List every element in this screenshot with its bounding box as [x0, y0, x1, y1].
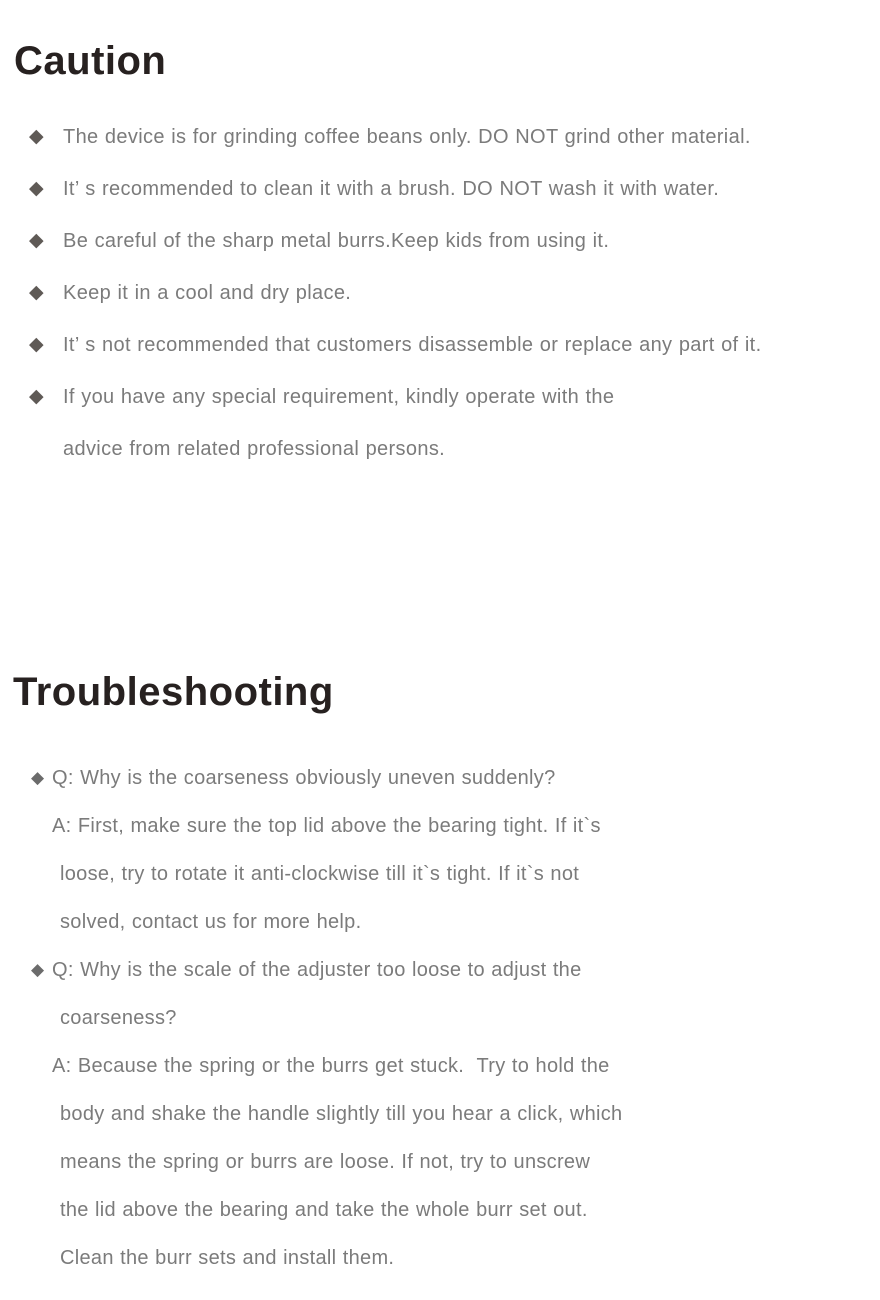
diamond-bullet-icon: ◆	[29, 334, 44, 355]
qa-continuation-line	[0, 850, 880, 898]
qa-line-text: body and shake the handle slightly till you hear a click, which	[60, 1103, 623, 1125]
qa-continuation-line	[0, 1186, 880, 1234]
qa-line-text: A: Because the spring or the burrs get stuck. Try to hold the	[52, 1055, 610, 1077]
qa-continuation-line	[0, 994, 880, 1042]
caution-item	[0, 215, 880, 267]
qa-line-text: coarseness?	[60, 1007, 177, 1029]
qa-line-text: the lid above the bearing and take the whole burr set out.	[60, 1199, 588, 1221]
troubleshooting-list	[0, 754, 880, 1282]
qa-line-text: A: First, make sure the top lid above the bearing tight. If it`s	[52, 815, 601, 837]
caution-item	[0, 371, 880, 423]
qa-answer-line	[0, 802, 880, 850]
diamond-bullet-icon: ◆	[29, 178, 44, 199]
caution-continuation-line	[0, 423, 880, 475]
caution-item-text: Be careful of the sharp metal burrs.Keep kids from using it.	[63, 230, 610, 252]
diamond-bullet-icon: ◆	[29, 386, 44, 407]
qa-line-text: Q: Why is the coarseness obviously uneven suddenly?	[52, 767, 556, 789]
qa-question-line	[0, 754, 880, 802]
qa-line-text: means the spring or burrs are loose. If not, try to unscrew	[60, 1151, 591, 1173]
qa-line-text: Clean the burr sets and install them.	[60, 1247, 395, 1269]
qa-line-text: loose, try to rotate it anti-clockwise till it`s tight. If it`s not	[60, 863, 580, 885]
caution-item-text: It’ s not recommended that customers disassemble or replace any part of it.	[63, 334, 762, 356]
qa-answer-line	[0, 1042, 880, 1090]
diamond-bullet-icon: ◆	[31, 768, 45, 787]
caution-item-text: Keep it in a cool and dry place.	[63, 282, 352, 304]
qa-continuation-line	[0, 1234, 880, 1282]
caution-item	[0, 319, 880, 371]
diamond-bullet-icon: ◆	[29, 126, 44, 147]
qa-continuation-line	[0, 1138, 880, 1186]
diamond-bullet-icon: ◆	[29, 282, 44, 303]
caution-item	[0, 163, 880, 215]
qa-line-text: solved, contact us for more help.	[60, 911, 362, 933]
caution-item-text: advice from related professional persons.	[63, 438, 446, 460]
caution-item	[0, 267, 880, 319]
caution-item-text: If you have any special requirement, kindly operate with the	[63, 386, 615, 408]
qa-continuation-line	[0, 898, 880, 946]
qa-continuation-line	[0, 1090, 880, 1138]
caution-item-text: The device is for grinding coffee beans only. DO NOT grind other material.	[63, 126, 751, 148]
caution-list	[0, 111, 880, 475]
diamond-bullet-icon: ◆	[31, 960, 45, 979]
qa-line-text: Q: Why is the scale of the adjuster too loose to adjust the	[52, 959, 582, 981]
caution-section-title: Caution	[14, 39, 167, 83]
qa-question-line	[0, 946, 880, 994]
caution-item-text: It’ s recommended to clean it with a brush. DO NOT wash it with water.	[63, 178, 720, 200]
troubleshooting-section-title: Troubleshooting	[13, 670, 334, 714]
caution-item	[0, 111, 880, 163]
diamond-bullet-icon: ◆	[29, 230, 44, 251]
